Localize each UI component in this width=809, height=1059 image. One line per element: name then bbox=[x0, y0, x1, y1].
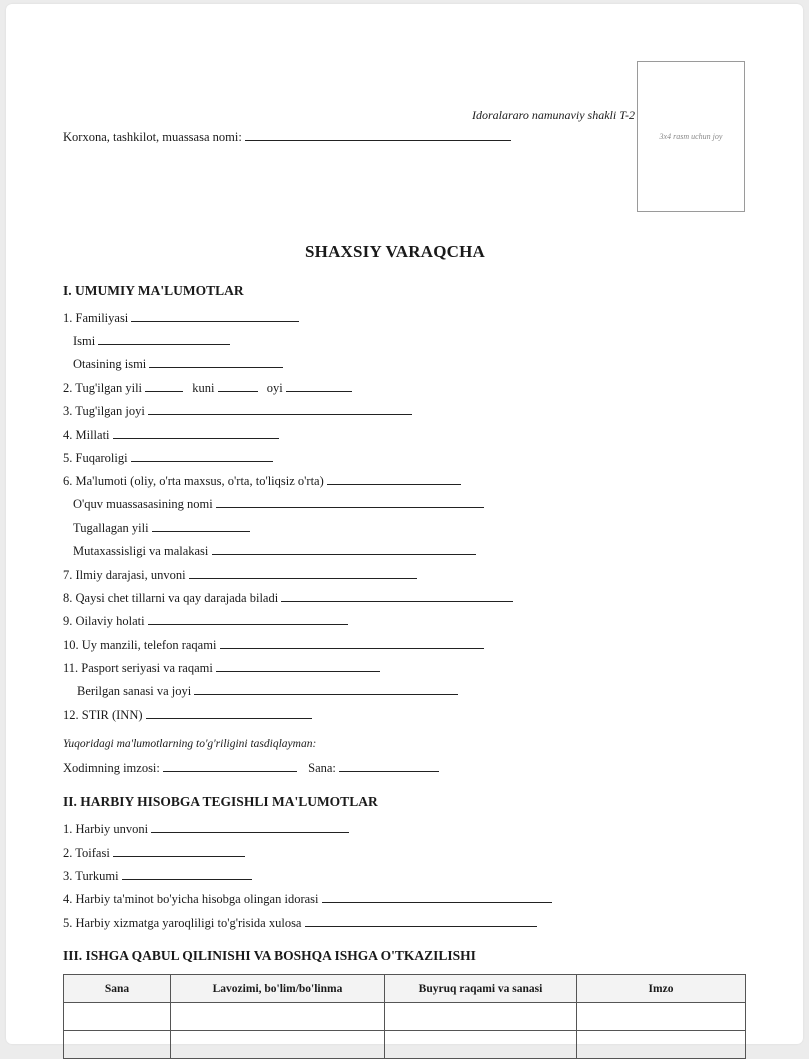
form-type-label: Idoralararo namunaviy shakli T-2 bbox=[472, 108, 635, 122]
field-military-category[interactable]: 2. Toifasi bbox=[63, 845, 245, 861]
table-cell[interactable] bbox=[171, 1031, 385, 1059]
marital-blank[interactable] bbox=[148, 614, 348, 625]
section-3-title: III. ISHGA QABUL QILINISHI VA BOSHQA ISHGA O'TKAZILISHI bbox=[63, 948, 476, 963]
military-group-blank[interactable] bbox=[122, 869, 252, 880]
field-education[interactable]: 6. Ma'lumoti (oliy, o'rta maxsus, o'rta, to'liqsiz o'rta) bbox=[63, 473, 461, 489]
education-blank[interactable] bbox=[327, 474, 461, 485]
field-birth-place[interactable]: 3. Tug'ilgan joyi bbox=[63, 403, 412, 419]
field-nationality[interactable]: 4. Millati bbox=[63, 427, 279, 443]
organization-label: Korxona, tashkilot, muassasa nomi: bbox=[63, 130, 242, 144]
address-blank[interactable] bbox=[220, 638, 484, 649]
employment-history-table bbox=[63, 974, 746, 1059]
field-passport-issued[interactable]: Berilgan sanasi va joyi bbox=[77, 683, 458, 699]
field-birth-date[interactable]: 2. Tug'ilgan yili kuni oyi bbox=[63, 380, 352, 396]
field-citizenship[interactable]: 5. Fuqaroligi bbox=[63, 450, 273, 466]
field-surname[interactable]: 1. Familiyasi bbox=[63, 310, 299, 326]
table-cell[interactable] bbox=[577, 1003, 746, 1031]
surname-blank[interactable] bbox=[131, 311, 299, 322]
table-cell[interactable] bbox=[577, 1031, 746, 1059]
table-cell[interactable] bbox=[64, 1003, 171, 1031]
column-header-date: Sana bbox=[64, 975, 171, 1003]
graduation-year-blank[interactable] bbox=[152, 521, 250, 532]
field-tin[interactable]: 12. STIR (INN) bbox=[63, 707, 312, 723]
nationality-blank[interactable] bbox=[113, 428, 279, 439]
military-rank-blank[interactable] bbox=[151, 822, 349, 833]
institution-blank[interactable] bbox=[216, 497, 484, 508]
table-cell[interactable] bbox=[171, 1003, 385, 1031]
table-row bbox=[64, 1003, 746, 1031]
birth-place-blank[interactable] bbox=[148, 404, 412, 415]
citizenship-blank[interactable] bbox=[131, 451, 273, 462]
passport-issued-blank[interactable] bbox=[194, 684, 458, 695]
patronymic-blank[interactable] bbox=[149, 357, 283, 368]
table-header-row bbox=[64, 975, 746, 1003]
name-blank[interactable] bbox=[98, 334, 230, 345]
languages-blank[interactable] bbox=[281, 591, 513, 602]
field-degree[interactable]: 7. Ilmiy darajasi, unvoni bbox=[63, 567, 417, 583]
date-blank[interactable] bbox=[339, 761, 439, 772]
organization-field[interactable] bbox=[63, 130, 511, 145]
signature-blank[interactable] bbox=[163, 761, 297, 772]
field-military-rank[interactable]: 1. Harbiy unvoni bbox=[63, 821, 349, 837]
column-header-position: Lavozimi, bo'lim/bo'linma bbox=[171, 975, 385, 1003]
field-languages[interactable]: 8. Qaysi chet tillarni va qay darajada biladi bbox=[63, 590, 513, 606]
birth-year-blank[interactable] bbox=[145, 381, 183, 392]
degree-blank[interactable] bbox=[189, 568, 417, 579]
field-marital-status[interactable]: 9. Oilaviy holati bbox=[63, 613, 348, 629]
field-address[interactable]: 10. Uy manzili, telefon raqami bbox=[63, 637, 484, 653]
document-page bbox=[6, 4, 803, 1044]
table-cell[interactable] bbox=[385, 1003, 577, 1031]
document-title: SHAXSIY VARAQCHA bbox=[305, 242, 486, 261]
specialty-blank[interactable] bbox=[212, 544, 476, 555]
passport-blank[interactable] bbox=[216, 661, 380, 672]
field-military-group[interactable]: 3. Turkumi bbox=[63, 868, 252, 884]
section-2-title: II. HARBIY HISOBGA TEGISHLI MA'LUMOTLAR bbox=[63, 794, 378, 809]
table-cell[interactable] bbox=[385, 1031, 577, 1059]
military-office-blank[interactable] bbox=[322, 892, 552, 903]
field-specialty[interactable]: Mutaxassisligi va malakasi bbox=[73, 543, 476, 559]
birth-month-blank[interactable] bbox=[286, 381, 352, 392]
military-fitness-blank[interactable] bbox=[305, 916, 537, 927]
field-military-office[interactable]: 4. Harbiy ta'minot bo'yicha hisobga olingan idorasi bbox=[63, 891, 552, 907]
birth-day-blank[interactable] bbox=[218, 381, 258, 392]
photo-placeholder-box bbox=[637, 61, 745, 212]
section-1-title: I. UMUMIY MA'LUMOTLAR bbox=[63, 283, 244, 298]
field-name[interactable]: Ismi bbox=[73, 333, 230, 349]
table-row bbox=[64, 1031, 746, 1059]
table-cell[interactable] bbox=[64, 1031, 171, 1059]
field-institution[interactable]: O'quv muassasasining nomi bbox=[73, 496, 484, 512]
tin-blank[interactable] bbox=[146, 708, 312, 719]
column-header-order: Buyruq raqami va sanasi bbox=[385, 975, 577, 1003]
confirmation-note: Yuqoridagi ma'lumotlarning to'g'riligini tasdiqlayman: bbox=[63, 738, 317, 750]
signature-row[interactable]: Xodimning imzosi: Sana: bbox=[63, 760, 439, 776]
organization-blank[interactable] bbox=[245, 130, 511, 141]
field-patronymic[interactable]: Otasining ismi bbox=[73, 356, 283, 372]
field-graduation-year[interactable]: Tugallagan yili bbox=[73, 520, 250, 536]
military-category-blank[interactable] bbox=[113, 846, 245, 857]
column-header-signature: Imzo bbox=[577, 975, 746, 1003]
field-passport[interactable]: 11. Pasport seriyasi va raqami bbox=[63, 660, 380, 676]
field-military-fitness[interactable]: 5. Harbiy xizmatga yaroqliligi to'g'risida xulosa bbox=[63, 915, 537, 931]
photo-placeholder-label: 3x4 rasm uchun joy bbox=[659, 132, 723, 141]
